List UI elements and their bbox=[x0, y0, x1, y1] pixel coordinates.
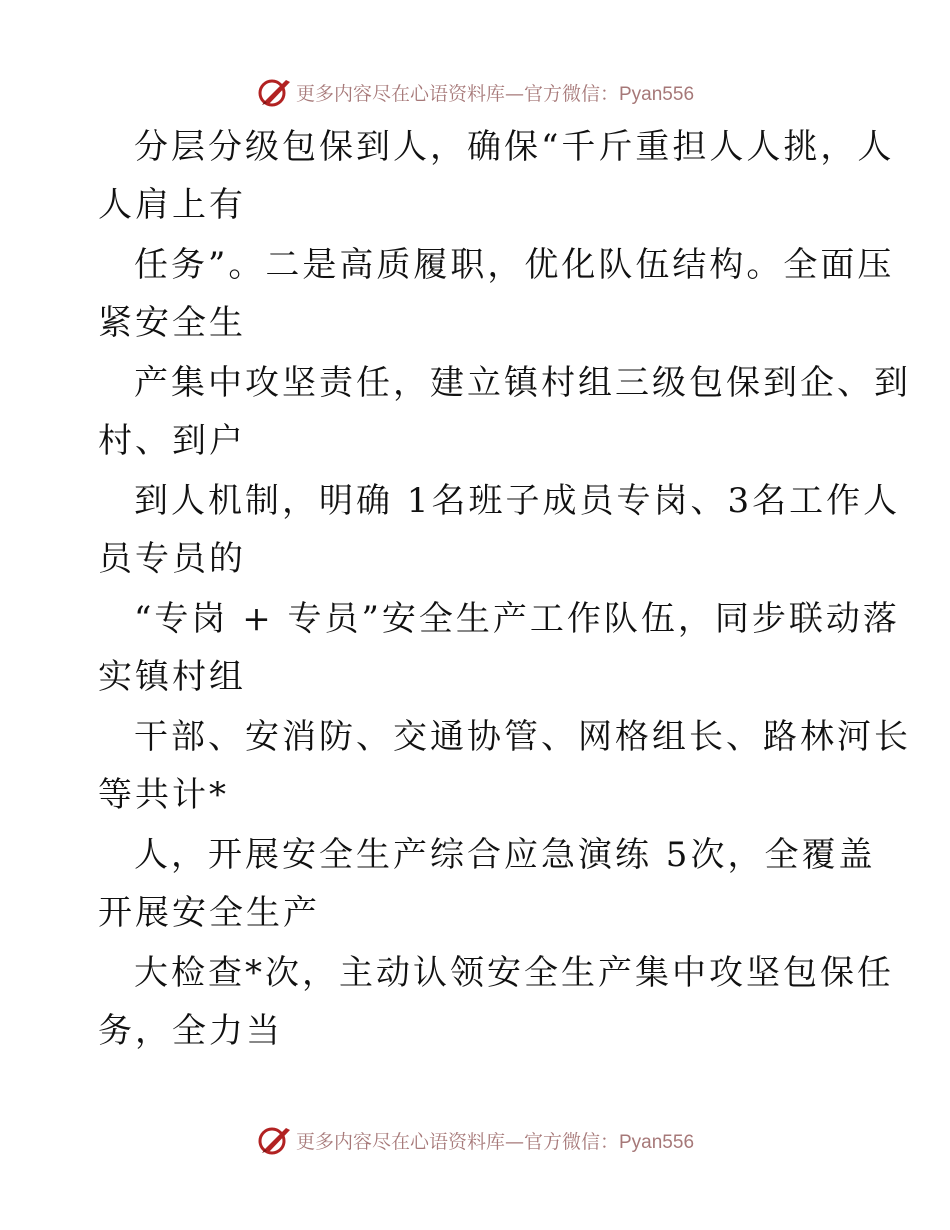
paragraph-3-line-2: 村、到户 bbox=[98, 421, 246, 461]
paragraph-4-line-1: 到人机制，明确 1名班子成员专岗、3名工作人 bbox=[134, 481, 901, 521]
paragraph-1-line-2: 人肩上有 bbox=[98, 185, 246, 225]
paragraph-6-line-1: 干部、安消防、交通协管、网格组长、路林河长 bbox=[134, 717, 911, 757]
watermark-text: 更多内容尽在心语资料库—官方微信：Pyan556 bbox=[295, 82, 695, 105]
paragraph-5-line-2: 实镇村组 bbox=[98, 657, 246, 697]
paragraph-8-line-1: 大检查*次，主动认领安全生产集中攻坚包保任 bbox=[134, 953, 894, 993]
paragraph-2-line-2: 紧安全生 bbox=[98, 303, 246, 343]
watermark-text: 更多内容尽在心语资料库—官方微信：Pyan556 bbox=[295, 1130, 695, 1153]
quill-pen-seal-icon bbox=[256, 74, 294, 110]
header-watermark bbox=[0, 72, 950, 112]
paragraph-5-line-1: “专岗 + 专员”安全生产工作队伍，同步联动落 bbox=[134, 599, 900, 639]
paragraph-3-line-1: 产集中攻坚责任，建立镇村组三级包保到企、到 bbox=[134, 363, 911, 403]
paragraph-4-line-2: 员专员的 bbox=[98, 539, 246, 579]
paragraph-1-line-1: 分层分级包保到人，确保“千斤重担人人挑，人 bbox=[134, 127, 895, 167]
paragraph-6-line-2: 等共计* bbox=[98, 775, 229, 815]
quill-pen-seal-icon bbox=[256, 1122, 294, 1158]
paragraph-7-line-2: 开展安全生产 bbox=[98, 893, 320, 933]
paragraph-8-line-2: 务，全力当 bbox=[98, 1011, 283, 1051]
paragraph-2-line-1: 任务”。二是高质履职，优化队伍结构。全面压 bbox=[134, 245, 895, 285]
footer-watermark bbox=[0, 1120, 950, 1160]
paragraph-7-line-1: 人，开展安全生产综合应急演练 5次，全覆盖 bbox=[134, 835, 876, 875]
